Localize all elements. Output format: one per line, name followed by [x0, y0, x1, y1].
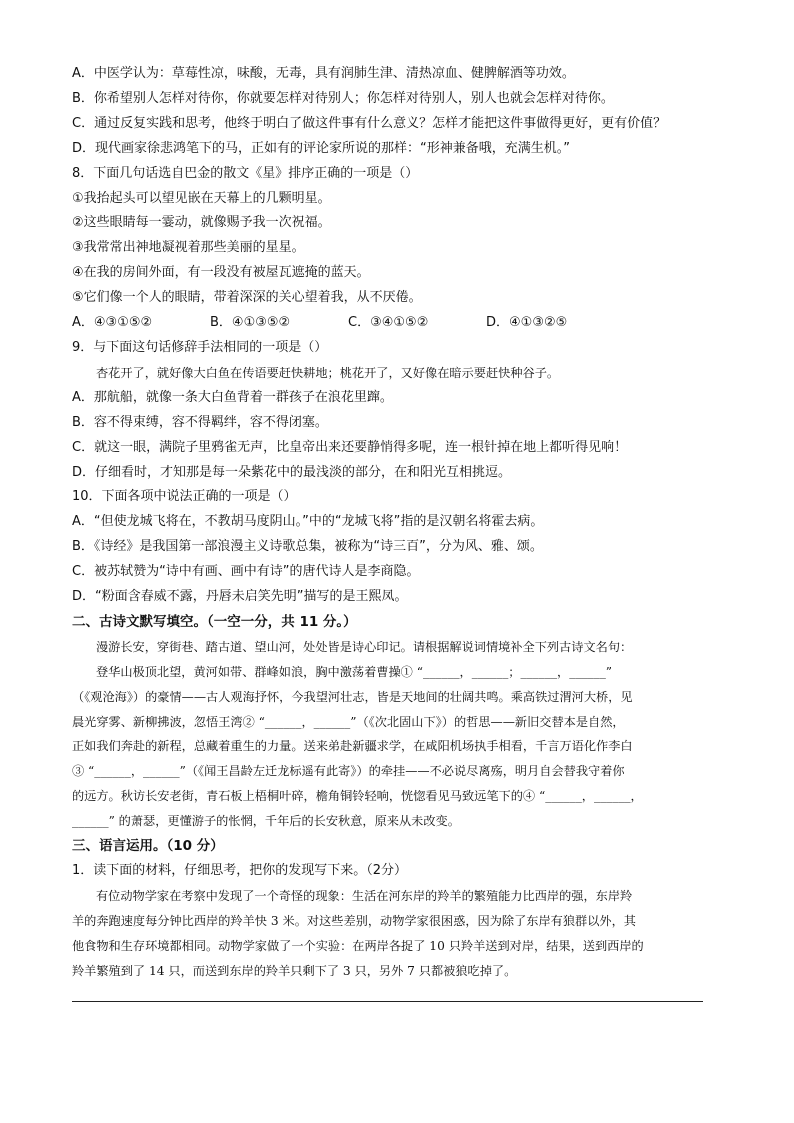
q8-stem: 8．下面几句话选自巴金的散文《星》排序正确的一项是（）: [72, 165, 419, 181]
q10-option-c: C．被苏轼赞为“诗中有画、画中有诗”的唐代诗人是李商隐。: [72, 564, 420, 580]
q7-option-a: A．中医学认为：草莓性凉，味酸，无毒，具有润肺生津、清热凉血、健脾解酒等功效。: [72, 66, 575, 81]
q8-options: [72, 311, 732, 336]
answer-line[interactable]: [72, 1001, 703, 1002]
section2-passage-line: 正如我们奔赴的新程，总藏着重生的力量。送来弟赴新疆求学，在咸阳机场执手相看，千言万语化作李白: [72, 739, 633, 754]
section2-passage-line: 登华山极顶北望，黄河如带、群峰如浪，胸中激荡着曹操① “______，______；______，______”: [96, 664, 613, 679]
section2-passage-line: （《观沧海》）的豪情——古人观海抒怀，今我望河壮志，皆是天地间的壮阔共鸣。乘高铁过渭河大桥，见: [72, 689, 633, 704]
q8-sentence-1: ①我抬起头可以望见嵌在天幕上的几颗明星。: [72, 190, 331, 206]
q7-option-d: D．现代画家徐悲鸿笔下的马，正如有的评论家所说的那样：“形神兼备哦，充满生机。”: [72, 140, 570, 156]
q8-sentence-3: ③我常常出神地凝视着那些美丽的星星。: [72, 240, 305, 256]
section2-passage-line: 的远方。秋访长安老街，青石板上梧桐叶碎，檐角铜铃轻响，恍惚看见马致远笔下的④ “______，______，: [72, 789, 643, 804]
q9-option-b: B．容不得束缚，容不得羁绊，容不得闭塞。: [72, 414, 328, 430]
section3-material-line: 有位动物学家在考察中发现了一个奇怪的现象：生活在河东岸的羚羊的繁殖能力比西岸的强，东岸羚: [96, 888, 633, 903]
q9-option-d: D．仔细看时，才知那是每一朵紫花中的最浅淡的部分，在和阳光互相挑逗。: [72, 464, 512, 480]
q8-sentence-5: ⑤它们像一个人的眼睛，带着深深的关心望着我，从不厌倦。: [72, 290, 422, 306]
section2-heading: 二、古诗文默写填空。（一空一分，共 11 分。）: [72, 613, 357, 630]
q9-quote: 杏花开了，就好像大白鱼在传语要赶快耕地；桃花开了，又好像在暗示要赶快种谷子。: [96, 365, 560, 380]
section3-material-line: 羚羊繁殖到了 14 只，而送到东岸的羚羊只剩下了 3 只，另外 7 只都被狼吃掉了。: [72, 963, 517, 978]
q10-option-b: B．《诗经》是我国第一部浪漫主义诗歌总集，被称为“诗三百”，分为风、雅、颂。: [72, 539, 543, 555]
q9-option-a: A．那航船，就像一条大白鱼背着一群孩子在浪花里蹿。: [72, 389, 393, 405]
section3-material-line: 羊的奔跑速度每分钟比西岸的羚羊快 3 米。对这些差别，动物学家很困惑，因为除了东岸有狼群以外，其: [72, 913, 636, 928]
section3-q1-stem: 1．读下面的材料，仔细思考，把你的发现写下来。（2分）: [72, 863, 408, 878]
exam-page: [72, 62, 732, 984]
q8-option-d: D．④①③②⑤: [486, 315, 568, 331]
q10-stem: 10．下面各项中说法正确的一项是（）: [72, 489, 297, 505]
q8-sentence-2: ②这些眼睛每一霎动，就像赐予我一次祝福。: [72, 215, 331, 231]
q8-sentence-4: ④在我的房间外面，有一段没有被屋瓦遮掩的蓝天。: [72, 265, 370, 281]
section2-passage-line: ______” 的萧瑟，更懂游子的怅惘，千年后的长安秋意，原来从未改变。: [72, 814, 460, 829]
q8-option-a: A．④③①⑤②: [72, 315, 153, 331]
q8-option-b: B．④①③⑤②: [210, 315, 291, 331]
q9-stem: 9．与下面这句话修辞手法相同的一项是（）: [72, 339, 328, 355]
q9-option-c: C．就这一眼，满院子里鸦雀无声，比皇帝出来还要静悄得多呢，连一根针掉在地上都听得见响！: [72, 439, 628, 455]
q10-option-d: D．“粉面含春威不露，丹唇未启笑先明”描写的是王熙凤。: [72, 589, 408, 605]
q8-option-c: C．③④①⑤②: [348, 315, 429, 331]
q7-option-c: C．通过反复实践和思考，他终于明白了做这件事有什么意义？怎样才能把这件事做得更好，更有价值？: [72, 115, 667, 131]
q10-option-a: A．“但使龙城飞将在，不教胡马度阴山。”中的“龙城飞将”指的是汉朝名将霍去病。: [72, 514, 544, 530]
section2-passage-line: 漫游长安，穿街巷、踏古道、望山河，处处皆是诗心印记。请根据解说词情境补全下列古诗文名句：: [96, 639, 633, 654]
section3-material-line: 他食物和生存环境都相同。动物学家做了一个实验：在两岸各捉了 10 只羚羊送到对岸，结果，送到西岸的: [72, 938, 644, 953]
q7-option-b: B．你希望别人怎样对待你，你就要怎样对待别人；你怎样对待别人，别人也就会怎样对待你。: [72, 90, 614, 106]
section3-heading: 三、语言运用。（10 分）: [72, 838, 224, 855]
section2-passage-line: ③ “______，______”（《闻王昌龄左迁龙标遥有此寄》）的牵挂——不必说尽离殇，明月自会替我守着你: [72, 764, 625, 779]
section2-passage-line: 晨光穿雾、新柳拂波，忽悟王湾② “______，______”（《次北固山下》）的哲思——新旧交替本是自然，: [72, 714, 625, 729]
